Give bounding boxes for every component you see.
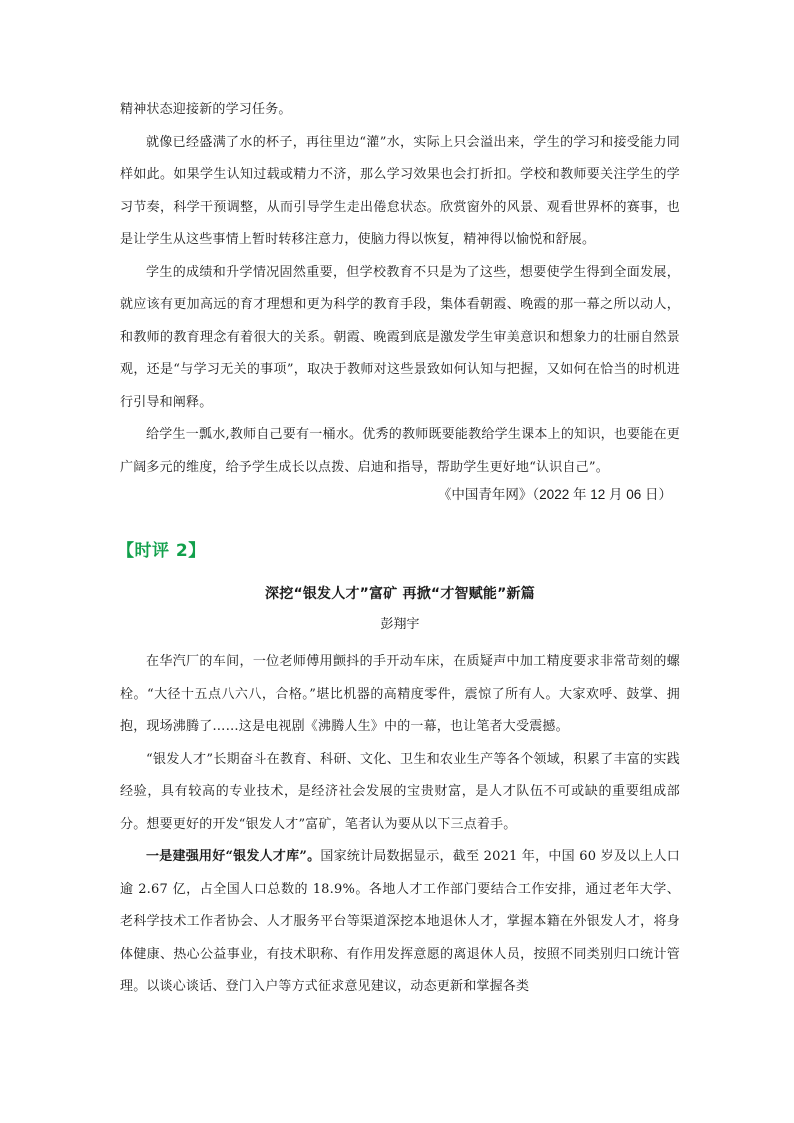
paragraph-teacher-bucket: 给学生一瓢水,教师自己要有一桶水。优秀的教师既要能教给学生课本上的知识，也要能在更广阔多元的维度，给予学生成长以点拨、启迪和指导，帮助学生更好地“认识自己”。: [120, 427, 680, 475]
article-title: 深挖“银发人才”富矿 再掀“才智赋能”新篇: [265, 586, 535, 602]
article-source: 《中国青年网》（2022 年 12 月 06 日）: [437, 487, 672, 502]
point-one-body: 国家统计局数据显示，截至 2021 年，中国 60 岁及以上人口逾 2.67 亿，占全国人口总数的 18.9%。各地人才工作部门要结合工作安排，通过老年大学、老科学技术工作者协会、人才服务平台等渠道深挖本地退休人才，掌握本籍在外银发人才，将身体健康、热心公益事业，有技术职称、有作用发挥意愿的离退休人员，按照不同类别归口统计管理。以谈心谈话、登门入户等方式征求意见建议，动态更新和掌握各类: [120, 849, 680, 994]
paragraph-workshop-scene: 在华汽厂的车间，一位老师傅用颤抖的手开动车床，在质疑声中加工精度要求非常苛刻的螺栓。“大径十五点八六八，合格。”堪比机器的高精度零件，震惊了所有人。大家欢呼、鼓掌、拥抱，现场沸腾了……这是电视剧《沸腾人生》中的一幕，也让笔者大受震撼。: [120, 654, 680, 734]
article-author: 彭翔宇: [380, 617, 420, 632]
point-one-heading: 一是建强用好“银发人才库”。: [146, 849, 321, 864]
paragraph-silver-talent: “银发人才”长期奋斗在教育、科研、文化、卫生和农业生产等各个领域，积累了丰富的实践经验，具有较高的专业技术，是经济社会发展的宝贵财富，是人才队伍不可或缺的重要组成部分。想要更好的开发“银发人才”富矿，笔者认为要从以下三点着手。: [120, 751, 680, 832]
paragraph-continuation: 精神状态迎接新的学习任务。: [120, 102, 292, 117]
paragraph-holistic-development: 学生的成绩和升学情况固然重要，但学校教育不只是为了这些，想要使学生得到全面发展，就应该有更加高远的育才理想和更为科学的教育手段，集体看朝霞、晚霞的那一幕之所以动人，和教师的教育理念有着很大的关系。朝霞、晚霞到底是激发学生审美意识和想象力的壮丽自然景观，还是“与学习无关的事项”，取决于教师对这些景致如何认知与把握，又如何在恰当的时机进行引导和阐释。: [120, 264, 680, 410]
document-page: [117, 0, 680, 1004]
section-tag: 【时评 2】: [117, 541, 206, 561]
paragraph-cup-analogy: 就像已经盛满了水的杯子，再往里边“灌”水，实际上只会溢出来，学生的学习和接受能力同样如此。如果学生认知过载或精力不济，那么学习效果也会打折扣。学校和教师要关注学生的学习节奏，科学干预调整，从而引导学生走出倦怠状态。欣赏窗外的风景、观看世界杯的赛事，也是让学生从这些事情上暂时转移注意力，使脑力得以恢复，精神得以愉悦和舒展。: [120, 134, 680, 247]
paragraph-talent-database: [120, 841, 680, 1004]
